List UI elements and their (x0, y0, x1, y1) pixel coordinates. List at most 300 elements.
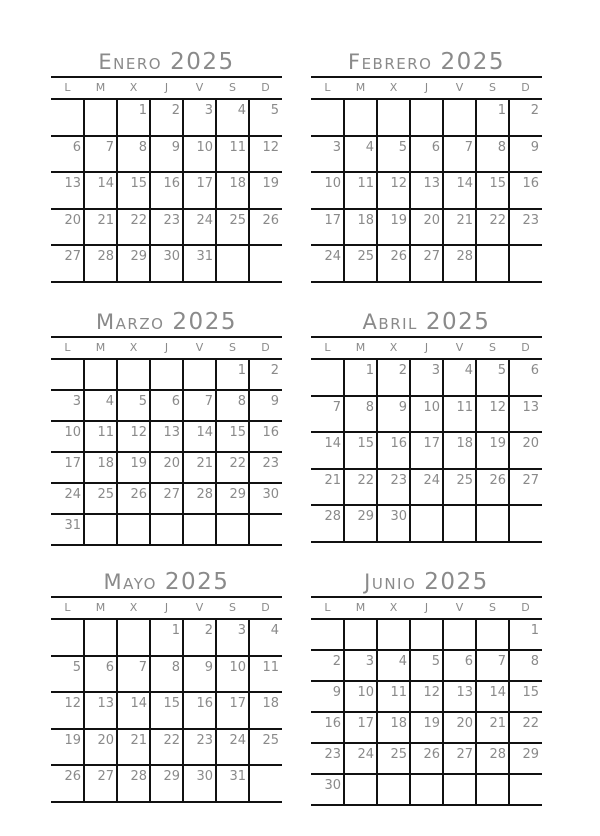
weekday-header-row (311, 598, 542, 620)
day-cell: 8 (138, 139, 147, 155)
day-cell: 18 (390, 716, 407, 731)
day-cell: 15 (522, 685, 539, 700)
day-cell: 28 (489, 747, 506, 762)
day-cell: 16 (163, 176, 180, 191)
day-cell (117, 620, 150, 655)
day-cell: 25 (262, 732, 279, 748)
column-divider (508, 100, 510, 283)
day-cell: 1 (365, 363, 374, 378)
day-cell: 3 (431, 363, 440, 378)
day-cell: 17 (324, 212, 341, 228)
day-cell: 5 (138, 394, 147, 409)
month-name: Febrero (347, 50, 433, 74)
day-cell (51, 620, 84, 655)
weekday-label: S (229, 341, 236, 354)
day-cell: 28 (196, 487, 213, 502)
weekday-label: S (229, 81, 236, 94)
day-cell: 10 (423, 399, 440, 415)
day-cell: 14 (324, 436, 341, 451)
day-cell: 27 (97, 769, 114, 784)
day-cell: 10 (196, 139, 213, 155)
weekday-label: S (489, 341, 496, 354)
weekday-label: D (261, 341, 270, 354)
day-cell (410, 100, 443, 135)
day-cell (443, 100, 476, 135)
day-cell: 29 (357, 509, 374, 524)
weekday-header-row (311, 78, 542, 100)
day-cell: 5 (431, 654, 440, 669)
month-grid (311, 336, 542, 543)
month-grid (51, 76, 282, 283)
weekday-label: V (195, 341, 204, 354)
day-cell (476, 506, 509, 541)
column-divider (248, 360, 250, 546)
day-cell: 7 (497, 654, 506, 669)
month-name: Mayo (103, 570, 157, 594)
column-divider (149, 100, 151, 283)
day-cell: 1 (138, 103, 147, 118)
column-divider (116, 360, 118, 546)
month-calendar-mayo (51, 568, 282, 803)
day-cell: 12 (423, 685, 440, 700)
day-cell: 12 (130, 425, 147, 440)
day-cell: 10 (229, 659, 246, 675)
day-cell: 4 (464, 363, 473, 378)
weekday-label: M (355, 341, 366, 354)
day-cell: 26 (262, 212, 279, 228)
weekday-label: M (95, 601, 106, 614)
column-divider (376, 360, 378, 543)
day-cell: 18 (229, 176, 246, 191)
day-cell: 14 (97, 176, 114, 191)
day-cell (84, 515, 117, 544)
day-cell: 16 (262, 425, 279, 440)
day-cell: 7 (204, 394, 213, 409)
day-cell: 9 (398, 399, 407, 415)
day-cell: 20 (456, 716, 473, 731)
day-cell: 2 (171, 103, 180, 118)
column-divider (343, 100, 345, 283)
day-cell: 13 (423, 176, 440, 191)
day-cell: 13 (522, 399, 539, 415)
day-cell: 31 (64, 518, 81, 533)
day-cell: 21 (196, 456, 213, 471)
weekday-label: S (229, 601, 236, 614)
day-cell: 10 (64, 425, 81, 440)
day-cell (150, 360, 183, 389)
day-cell: 8 (365, 399, 374, 415)
day-cell: 19 (262, 176, 279, 191)
weekday-label: L (64, 341, 71, 354)
day-cell: 29 (130, 249, 147, 264)
day-cell: 4 (237, 103, 246, 118)
day-cell (344, 775, 377, 804)
weekday-label: X (129, 601, 138, 614)
weekday-label: X (389, 341, 398, 354)
day-cell: 22 (130, 212, 147, 228)
weekday-label: V (455, 341, 464, 354)
day-cell: 15 (229, 425, 246, 440)
day-cell: 17 (196, 176, 213, 191)
column-divider (248, 100, 250, 283)
day-cell: 25 (229, 212, 246, 228)
day-cell: 15 (130, 176, 147, 191)
day-cell (509, 246, 542, 281)
month-name: Abril (362, 310, 418, 334)
day-cell: 5 (72, 659, 81, 675)
day-cell: 21 (456, 212, 473, 228)
month-title (311, 48, 542, 76)
month-year: 2025 (172, 309, 237, 335)
day-cell: 11 (97, 425, 114, 440)
weekday-label: M (95, 81, 106, 94)
weekday-label: D (521, 81, 530, 94)
day-cell (216, 246, 249, 281)
column-divider (442, 360, 444, 543)
day-cell: 20 (97, 732, 114, 748)
day-cell: 13 (97, 696, 114, 711)
day-cell: 2 (530, 103, 539, 118)
day-cell: 14 (456, 176, 473, 191)
month-calendar-enero (51, 48, 282, 283)
month-name: Marzo (96, 310, 165, 334)
day-cell: 30 (262, 487, 279, 502)
month-title (51, 48, 282, 76)
day-cell: 14 (130, 696, 147, 711)
day-cell: 19 (130, 456, 147, 471)
column-divider (83, 360, 85, 546)
day-cell: 11 (229, 139, 246, 155)
weekday-label: X (129, 341, 138, 354)
weekday-label: L (64, 601, 71, 614)
day-cell: 26 (130, 487, 147, 502)
month-grid (311, 76, 542, 283)
weekday-label: D (261, 601, 270, 614)
day-cell: 11 (390, 685, 407, 700)
day-cell (344, 620, 377, 649)
column-divider (343, 360, 345, 543)
day-cell (183, 515, 216, 544)
day-cell: 17 (229, 696, 246, 711)
column-divider (442, 620, 444, 806)
column-divider (215, 100, 217, 283)
day-cell: 24 (357, 747, 374, 762)
day-cell (84, 100, 117, 135)
day-cell (377, 100, 410, 135)
month-name: Junio (364, 570, 417, 594)
day-cell: 5 (497, 363, 506, 378)
day-cell: 6 (72, 139, 81, 155)
day-cell (311, 100, 344, 135)
day-cell: 6 (464, 654, 473, 669)
day-cell: 27 (163, 487, 180, 502)
day-cell: 2 (332, 654, 341, 669)
column-divider (215, 620, 217, 803)
weekday-label: V (455, 601, 464, 614)
day-cell: 28 (130, 769, 147, 784)
day-cell: 6 (431, 139, 440, 155)
month-grid (311, 596, 542, 806)
weekday-label: M (95, 341, 106, 354)
column-divider (409, 620, 411, 806)
day-cell (410, 620, 443, 649)
day-cell: 13 (64, 176, 81, 191)
day-cell: 10 (324, 176, 341, 191)
day-cell (249, 246, 282, 281)
day-cell: 1 (237, 363, 246, 378)
day-cell: 2 (204, 623, 213, 638)
day-cell: 23 (163, 212, 180, 228)
day-cell: 7 (332, 399, 341, 415)
day-cell (476, 775, 509, 804)
day-cell: 13 (163, 425, 180, 440)
day-cell: 1 (497, 103, 506, 118)
weekday-label: J (424, 601, 429, 614)
day-cell: 22 (357, 472, 374, 488)
day-cell: 26 (64, 769, 81, 784)
day-cell: 4 (365, 139, 374, 155)
column-divider (83, 620, 85, 803)
day-cell: 14 (489, 685, 506, 700)
day-cell: 16 (324, 716, 341, 731)
column-divider (343, 620, 345, 806)
day-cell: 23 (262, 456, 279, 471)
day-cell (509, 775, 542, 804)
day-cell: 8 (171, 659, 180, 675)
day-cell: 18 (456, 436, 473, 451)
day-cell: 24 (196, 212, 213, 228)
day-cell (117, 515, 150, 544)
day-cell: 15 (357, 436, 374, 451)
day-cell: 15 (163, 696, 180, 711)
day-cell (476, 620, 509, 649)
day-cell: 25 (390, 747, 407, 762)
day-cell: 18 (97, 456, 114, 471)
day-cell (377, 620, 410, 649)
day-cell: 8 (497, 139, 506, 155)
month-title (51, 568, 282, 596)
day-cell: 6 (171, 394, 180, 409)
day-cell (344, 100, 377, 135)
day-cell: 12 (64, 696, 81, 711)
day-cell (311, 360, 344, 395)
weekday-label: X (389, 601, 398, 614)
day-cell: 24 (229, 732, 246, 748)
weekday-label: M (355, 81, 366, 94)
day-cell: 21 (97, 212, 114, 228)
day-cell: 23 (522, 212, 539, 228)
day-cell: 24 (423, 472, 440, 488)
day-cell: 27 (423, 249, 440, 264)
month-name: Enero (98, 50, 163, 74)
day-cell: 30 (163, 249, 180, 264)
weekday-label: J (164, 81, 169, 94)
day-cell: 19 (489, 436, 506, 451)
weekday-label: J (424, 341, 429, 354)
month-calendar-abril (311, 308, 542, 543)
day-cell: 12 (489, 399, 506, 415)
day-cell: 20 (522, 436, 539, 451)
weekday-label: L (324, 601, 331, 614)
day-cell: 17 (64, 456, 81, 471)
day-cell: 18 (262, 696, 279, 711)
day-cell: 7 (138, 659, 147, 675)
day-cell: 4 (105, 394, 114, 409)
day-cell: 28 (324, 509, 341, 524)
day-cell (476, 246, 509, 281)
day-cell (443, 506, 476, 541)
column-divider (248, 620, 250, 803)
day-cell: 6 (105, 659, 114, 675)
column-divider (116, 100, 118, 283)
day-cell: 27 (64, 249, 81, 264)
day-cell: 9 (171, 139, 180, 155)
day-cell: 1 (171, 623, 180, 638)
day-cell: 17 (357, 716, 374, 731)
day-cell (509, 506, 542, 541)
weekday-label: L (64, 81, 71, 94)
day-cell (410, 775, 443, 804)
column-divider (116, 620, 118, 803)
day-cell: 2 (398, 363, 407, 378)
day-cell: 11 (262, 659, 279, 675)
day-cell: 31 (229, 769, 246, 784)
weekday-label: V (455, 81, 464, 94)
day-cell: 16 (390, 436, 407, 451)
day-cell: 28 (97, 249, 114, 264)
day-cell: 30 (324, 778, 341, 793)
day-cell: 17 (423, 436, 440, 451)
day-cell: 25 (357, 249, 374, 264)
day-cell: 22 (489, 212, 506, 228)
day-cell (249, 766, 282, 801)
day-cell: 3 (332, 139, 341, 155)
day-cell: 20 (163, 456, 180, 471)
day-cell: 1 (530, 623, 539, 638)
column-divider (508, 620, 510, 806)
day-cell: 19 (390, 212, 407, 228)
column-divider (376, 620, 378, 806)
day-cell: 10 (357, 685, 374, 700)
column-divider (149, 620, 151, 803)
day-cell: 8 (237, 394, 246, 409)
day-cell: 3 (72, 394, 81, 409)
weekday-label: D (521, 341, 530, 354)
day-cell: 22 (163, 732, 180, 748)
month-year: 2025 (164, 569, 230, 595)
column-divider (182, 620, 184, 803)
column-divider (83, 100, 85, 283)
day-cell: 11 (456, 399, 473, 415)
month-calendar-junio (311, 568, 542, 806)
day-cell: 24 (64, 487, 81, 502)
day-cell: 9 (332, 685, 341, 700)
day-cell (51, 360, 84, 389)
day-cell: 24 (324, 249, 341, 264)
weekday-label: D (521, 601, 530, 614)
weekday-label: J (164, 601, 169, 614)
day-cell (443, 775, 476, 804)
day-cell: 19 (64, 732, 81, 748)
day-cell: 13 (456, 685, 473, 700)
column-divider (215, 360, 217, 546)
day-cell: 28 (456, 249, 473, 264)
day-cell: 12 (390, 176, 407, 191)
month-year: 2025 (424, 569, 489, 595)
month-calendar-febrero (311, 48, 542, 283)
day-cell: 3 (237, 623, 246, 638)
day-cell: 26 (423, 747, 440, 762)
day-cell: 30 (390, 509, 407, 524)
weekday-label: S (489, 601, 496, 614)
month-year: 2025 (170, 49, 235, 75)
day-cell: 7 (105, 139, 114, 155)
column-divider (475, 360, 477, 543)
weekday-label: V (195, 601, 204, 614)
day-cell: 12 (262, 139, 279, 155)
day-cell (216, 515, 249, 544)
day-cell: 30 (196, 769, 213, 784)
day-cell: 5 (398, 139, 407, 155)
weekday-label: J (424, 81, 429, 94)
weekday-label: D (261, 81, 270, 94)
day-cell: 6 (530, 363, 539, 378)
day-cell: 9 (530, 139, 539, 155)
month-grid (51, 336, 282, 546)
weekday-label: L (324, 81, 331, 94)
month-title (51, 308, 282, 336)
day-cell: 26 (390, 249, 407, 264)
day-cell: 4 (270, 623, 279, 638)
day-cell: 2 (270, 363, 279, 378)
day-cell: 18 (357, 212, 374, 228)
day-cell (311, 620, 344, 649)
day-cell: 11 (357, 176, 374, 191)
day-cell: 15 (489, 176, 506, 191)
day-cell: 22 (522, 716, 539, 731)
day-cell: 25 (456, 472, 473, 488)
day-cell: 23 (324, 747, 341, 762)
column-divider (475, 620, 477, 806)
weekday-label: J (164, 341, 169, 354)
weekday-label: S (489, 81, 496, 94)
weekday-label: V (195, 81, 204, 94)
month-title (311, 308, 542, 336)
weekday-label: X (389, 81, 398, 94)
day-cell: 3 (204, 103, 213, 118)
weekday-header-row (51, 78, 282, 100)
column-divider (508, 360, 510, 543)
day-cell (84, 620, 117, 655)
day-cell: 7 (464, 139, 473, 155)
day-cell (51, 100, 84, 135)
day-cell: 4 (398, 654, 407, 669)
weekday-header-row (311, 338, 542, 360)
column-divider (182, 360, 184, 546)
month-title (311, 568, 542, 596)
day-cell: 16 (522, 176, 539, 191)
month-year: 2025 (425, 309, 491, 335)
column-divider (409, 100, 411, 283)
day-cell: 9 (270, 394, 279, 409)
column-divider (376, 100, 378, 283)
day-cell (249, 515, 282, 544)
day-cell (443, 620, 476, 649)
day-cell: 21 (324, 472, 341, 488)
day-cell: 29 (522, 747, 539, 762)
weekday-header-row (51, 338, 282, 360)
column-divider (149, 360, 151, 546)
